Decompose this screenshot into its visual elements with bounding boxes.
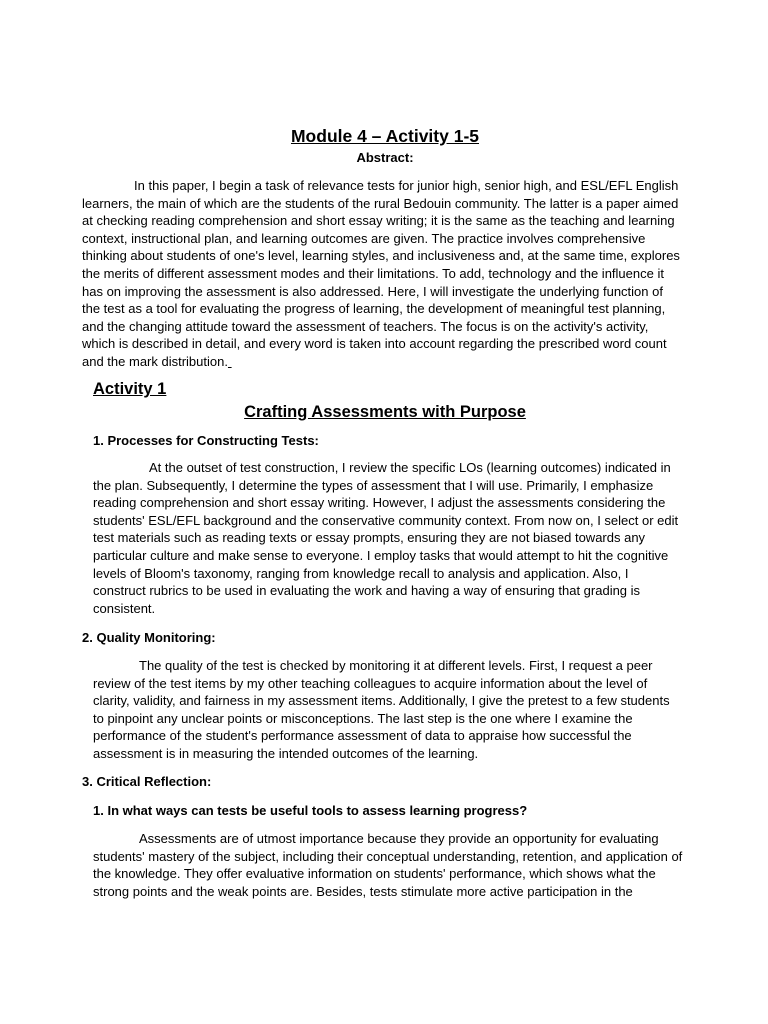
activity-heading: Activity 1 (93, 380, 167, 398)
document-title: Module 4 – Activity 1-5 (290, 126, 479, 146)
section-paragraph-critical-reflection (93, 830, 683, 900)
critical-reflection-text: Assessments are of utmost importance because they provide an opportunity for evaluating students' mastery of the subject, including their conceptual understanding, retention, and application of the knowledge. They offer evaluative information on students' performance, which shows what the strong points and the weak points are. Besides, tests stimulate more active participation in the (93, 831, 683, 899)
section-paragraph-quality-monitoring (93, 657, 683, 763)
section-paragraph-constructing-tests (93, 459, 683, 617)
section-heading-critical-reflection: 3. Critical Reflection: (82, 774, 212, 789)
section-title: Crafting Assessments with Purpose (244, 403, 526, 421)
abstract-text: In this paper, I begin a task of relevance tests for junior high, senior high, and ESL/EFL English learners, the main of which are the students of the rural Bedouin community. The latter is a paper aimed at checking reading comprehension and short essay writing; it is the same as the teaching and learning context, instructional plan, and learning outcomes are given. The practice involves comprehensive thinking about students of one's level, learning styles, and inclusiveness and, at the same time, explores the merits of different assessment modes and their limitations. To add, technology and the influence it has on improving the assessment is also addressed. Here, I will investigate the underlying function of the test as a tool for evaluating the progress of learning, the development of meaningful test planning, and the changing attitude toward the assessment of teachers. The focus is on the activity's activity, which is described in detail, and every word is taken into account regarding the prescribed word count and the mark distribution. (82, 178, 680, 369)
constructing-tests-text: At the outset of test construction, I review the specific LOs (learning outcomes) indicated in the plan. Subsequently, I determine the types of assessment that I will use. Primarily, I emphasize reading comprehension and short essay writing. However, I adjust the assessments considering the students' ESL/EFL background and the conservative community context. From now on, I select or edit test materials such as reading texts or essay prompts, ensuring they are not biased towards any particular culture and make sense to everyone. I employ tasks that would attempt to hit the cognitive levels of Bloom's taxonomy, ranging from knowledge recall to analysis and application. Also, I construct rubrics to be used in evaluating the work and having a way of ensuring that grading is consistent. (93, 460, 679, 616)
abstract-label: Abstract: (356, 150, 414, 165)
section-heading-constructing-tests: 1. Processes for Constructing Tests: (93, 433, 319, 448)
section-heading-quality-monitoring: 2. Quality Monitoring: (82, 630, 216, 645)
abstract-paragraph (82, 177, 682, 371)
quality-monitoring-text: The quality of the test is checked by monitoring it at different levels. First, I request a peer review of the test items by my other teaching colleagues to acquire information about the level of clarity, validity, and fairness in my assessment items. Additionally, I give the pretest to a few students to pinpoint any unclear points or misconceptions. The last step is the one where I examine the performance of the student's performance assessment of data to appraise how successful the assessment is in measuring the intended outcomes of the learning. (93, 658, 670, 761)
reflection-question-heading: 1. In what ways can tests be useful tools to assess learning progress? (93, 803, 528, 818)
trailing-underline (228, 354, 232, 369)
